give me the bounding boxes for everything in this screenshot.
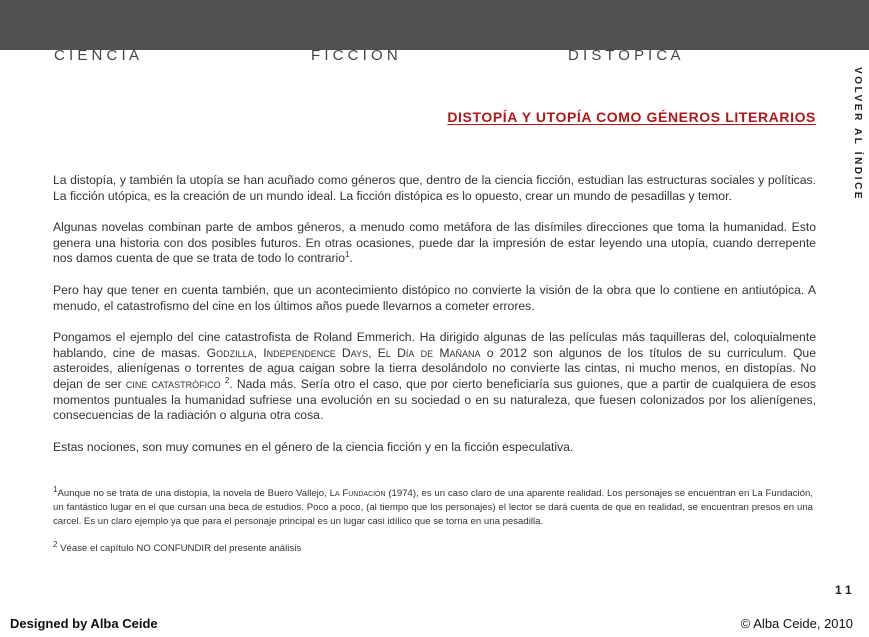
section-heading: DISTOPÍA Y UTOPÍA COMO GÉNEROS LITERARIOS (447, 109, 816, 125)
paragraph-text: Algunas novelas combinan parte de ambos géneros, a menudo como metáfora de las disímiles direcciones que toma la humanidad. Esto genera una historia con dos posibles futuros. En otras ocasiones, puede dar la impresión de estar leyendo una utopía, cuando derrepente nos damos cuenta de que se trata de todo lo contrario (53, 220, 816, 266)
paragraph-5 (53, 440, 816, 456)
paragraph-3 (53, 283, 816, 314)
designer-credit: Designed by Alba Ceide (10, 616, 158, 631)
back-to-index-link[interactable]: VOLVER AL ÍNDICE (852, 67, 863, 202)
separator: , (253, 345, 264, 360)
copyright: © Alba Ceide, 2010 (740, 616, 853, 631)
footnote-ref-1[interactable]: 1 (345, 250, 350, 260)
footnote-text: Véase el capítulo NO CONFUNDIR del presente análisis (57, 543, 302, 555)
paragraph-text: La distopía, y también la utopía se han acuñado como géneros que, dentro de la ciencia ficción, estudian las estructuras sociales y políticas. La ficción utópica, es la creación de un mundo ideal. La ficción distópica es lo opuesto, crear un mundo de pesadillas y temor. (53, 173, 816, 203)
header-word-distopica: D I S T Ó P I C A (568, 47, 681, 64)
separator: , (368, 345, 378, 360)
paragraph-1 (53, 173, 816, 204)
paragraph-text: Pongamos el ejemplo del cine catastrofista de Roland Emmerich. Ha dirigido algunas de las películas más taquilleras del, coloquialmente hablando, cine de masas. (53, 330, 816, 360)
paragraph-text: Pero hay que tener en cuenta también, que un acontecimiento distópico no convierte la visión de la obra que lo contiene en antiutópica. A menudo, el catastrofismo del cine en los últimos años puede llevarnos a cometer errores. (53, 282, 816, 313)
header-title (54, 47, 816, 64)
paragraph-text-end: . (349, 251, 353, 266)
footnote-text: Aunque no se trata de una distopía, la novela de Buero Vallejo, (57, 488, 330, 500)
page-number: 11 (835, 583, 856, 597)
film-title-independence-days: Independence Days (263, 345, 369, 360)
footnote-1 (53, 483, 813, 529)
paragraph-text: o 2012 son algunos de los títulos de su curriculum. Que asteroides, alienígenas o torrentes de agua caigan sobre la tierra desolándolo no convierte las cintas, ni mucho menos, en distopías. No dejan de ser (53, 345, 816, 391)
footnote-number: 1 (53, 485, 58, 494)
film-title-el-dia-de-manana: El Día de Mañana (377, 345, 481, 360)
term-cine-catastrofico: cine catastrófico (125, 376, 221, 391)
paragraph-text: . Nada más. Sería otro el caso, que por cierto beneficiaría sus guiones, que a partir de cualquiera de esos momentos puntuales la humanidad sufriese una evolución en su sociedad o en su naturaleza, que fuesen colonizados por los alienígenes, consecuencias de la radiación o alguna otra cosa. (53, 376, 816, 423)
main-content (53, 173, 816, 471)
footnotes (53, 483, 813, 565)
header-word-ciencia: C I E N C I A (54, 47, 140, 64)
film-title-godzilla: Godzilla (206, 345, 254, 360)
footnote-number: 2 (53, 540, 58, 550)
header-word-ficcion: F I C C I Ó N (311, 47, 398, 64)
paragraph-4 (53, 330, 816, 424)
top-bar (0, 0, 869, 50)
footnote-2 (53, 538, 813, 556)
footnote-ref-2[interactable]: 2 (224, 375, 230, 385)
paragraph-2 (53, 220, 816, 267)
book-title-la-fundacion: La Fundación (329, 488, 386, 500)
paragraph-text: Estas nociones, son muy comunes en el género de la ciencia ficción y en la ficción especulativa. (53, 439, 574, 454)
footnote-text: (1974), es un caso claro de una aparente realidad. Los personajes se encuentran en La Fundación, un fantástico lugar en el que cursan una beca de estudios. Poco a poco, (al tiempo que los personajes) el lector se dará cuenta de que en realidad, se encuentran presos en una carcel. Es un claro ejemplo ya que para el personaje principal es un lugar casi idílico que se torna en una pesadilla. (53, 488, 813, 528)
